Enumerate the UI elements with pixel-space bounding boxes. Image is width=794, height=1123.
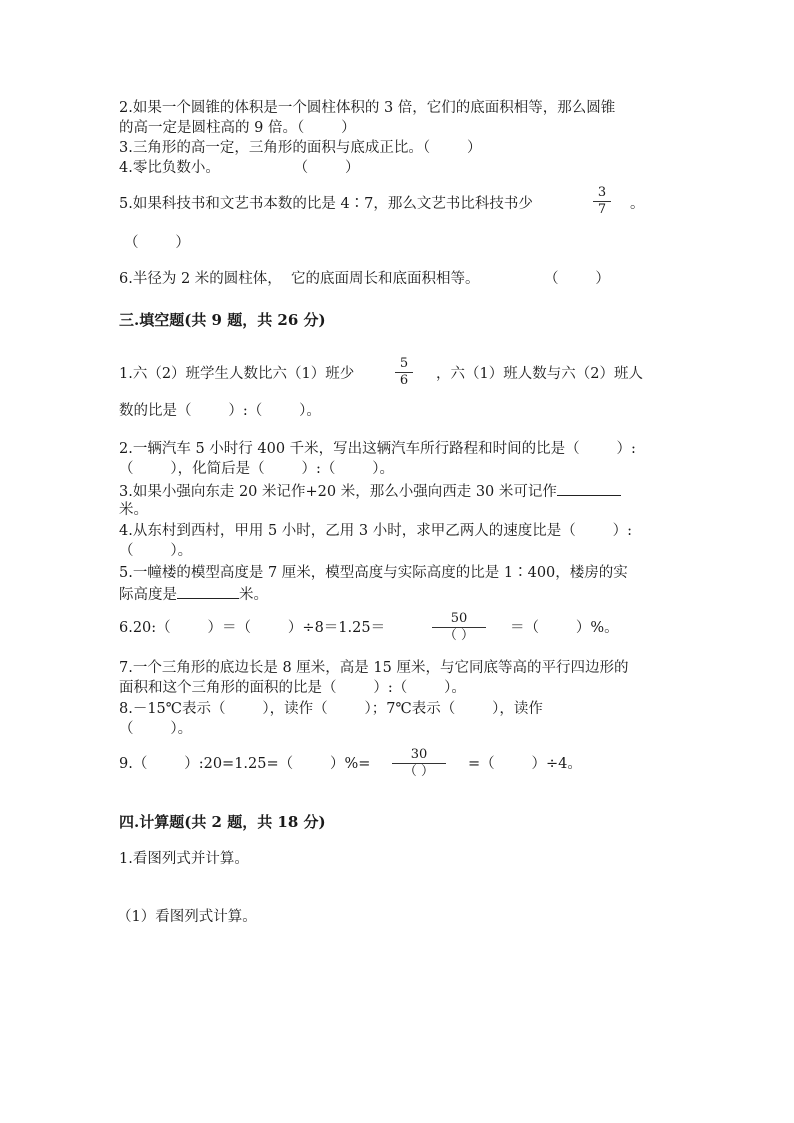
s3-q1-tail: ，六（1）班人数与六（2）班人 <box>436 366 643 382</box>
q3-statement: 3.三角形的高一定，三角形的面积与底成正比。（ ） <box>119 140 482 156</box>
s3-q9-text: 9.（ ）:20=1.25=（ ）%= <box>119 756 371 772</box>
q4-statement: 4.零比负数小。 （ ） <box>119 160 360 176</box>
s3-q2-line2: （ ），化简后是（ ）:（ ）。 <box>119 461 395 477</box>
s3-q6-tail: ＝（ ）%。 <box>510 620 619 636</box>
s3-q3-text: 3.如果小强向东走 20 米记作+20 米，那么小强向西走 30 米可记作 <box>119 484 557 500</box>
s3-q3-line2: 米。 <box>119 502 148 518</box>
q5-frac-numerator: 3 <box>597 185 607 200</box>
s4-q1: 1.看图列式并计算。 <box>119 851 249 867</box>
s3-q3-answer-blank[interactable] <box>557 481 621 496</box>
q5-period: 。 <box>630 196 645 212</box>
s4-q1-sub1: （1）看图列式计算。 <box>117 909 257 925</box>
s3-q6-fraction <box>432 612 486 643</box>
q2-line1: 2.如果一个圆锥的体积是一个圆柱体积的 3 倍，它们的底面积相等，那么圆锥 <box>119 100 616 116</box>
s3-q1-text: 1.六（2）班学生人数比六（1）班少 <box>119 366 355 382</box>
s3-q6-frac-denominator[interactable]: （ ） <box>443 628 475 643</box>
s3-q9-frac-numerator: 30 <box>410 747 428 762</box>
q5-frac-denominator: 7 <box>597 202 607 217</box>
s3-q4-line1: 4.从东村到西村，甲用 5 小时，乙用 3 小时，求甲乙两人的速度比是（ ）: <box>119 523 632 539</box>
q6-statement: 6.半径为 2 米的圆柱体， 它的底面周长和底面积相等。 （ ） <box>119 271 610 287</box>
s3-q5-unit: 米。 <box>239 587 268 603</box>
s3-q5-line1: 5.一幢楼的模型高度是 7 厘米，模型高度与实际高度的比是 1∶400，楼房的实 <box>119 565 628 581</box>
s3-q8-line2: （ ）。 <box>119 721 193 737</box>
section4-heading: 四.计算题(共 2 题，共 18 分) <box>119 813 326 831</box>
s3-q1-fraction <box>395 357 413 388</box>
s3-q2-line1: 2.一辆汽车 5 小时行 400 千米，写出这辆汽车所行路程和时间的比是（ ）: <box>119 441 636 457</box>
s3-q5-text: 际高度是 <box>119 587 177 603</box>
s3-q9-frac-denominator[interactable]: （ ） <box>403 764 435 779</box>
s3-q9-fraction <box>392 748 446 779</box>
q5-statement: 5.如果科技书和文艺书本数的比是 4∶7，那么文艺书比科技书少 <box>119 196 533 212</box>
q2-line2: 的高一定是圆柱高的 9 倍。（ ） <box>119 120 356 136</box>
s3-q6-text: 6.20:（ ）＝（ ）÷8＝1.25＝ <box>119 620 386 636</box>
s3-q6-frac-numerator: 50 <box>450 611 468 626</box>
s3-q4-line2: （ ）。 <box>119 543 193 559</box>
section3-heading: 三.填空题(共 9 题，共 26 分) <box>119 311 326 329</box>
s3-q1-line2: 数的比是（ ）:（ ）。 <box>119 403 321 419</box>
s3-q7-line1: 7.一个三角形的底边长是 8 厘米，高是 15 厘米，与它同底等高的平行四边形的 <box>119 660 629 676</box>
s3-q8-line1: 8.－15℃表示（ ），读作（ ）；7℃表示（ ），读作 <box>119 701 543 717</box>
s3-q3-line1 <box>119 481 621 501</box>
q5-answer-paren[interactable]: （ ） <box>124 235 190 251</box>
s3-q1-frac-denominator: 6 <box>399 373 409 388</box>
s3-q1-frac-numerator: 5 <box>399 356 409 371</box>
s3-q9-tail: =（ ）÷4。 <box>468 756 582 772</box>
s3-q5-line2 <box>119 584 268 604</box>
s3-q5-answer-blank[interactable] <box>177 584 239 599</box>
s3-q7-line2: 面积和这个三角形的面积的比是（ ）:（ ）。 <box>119 680 466 696</box>
q5-fraction <box>593 186 611 217</box>
